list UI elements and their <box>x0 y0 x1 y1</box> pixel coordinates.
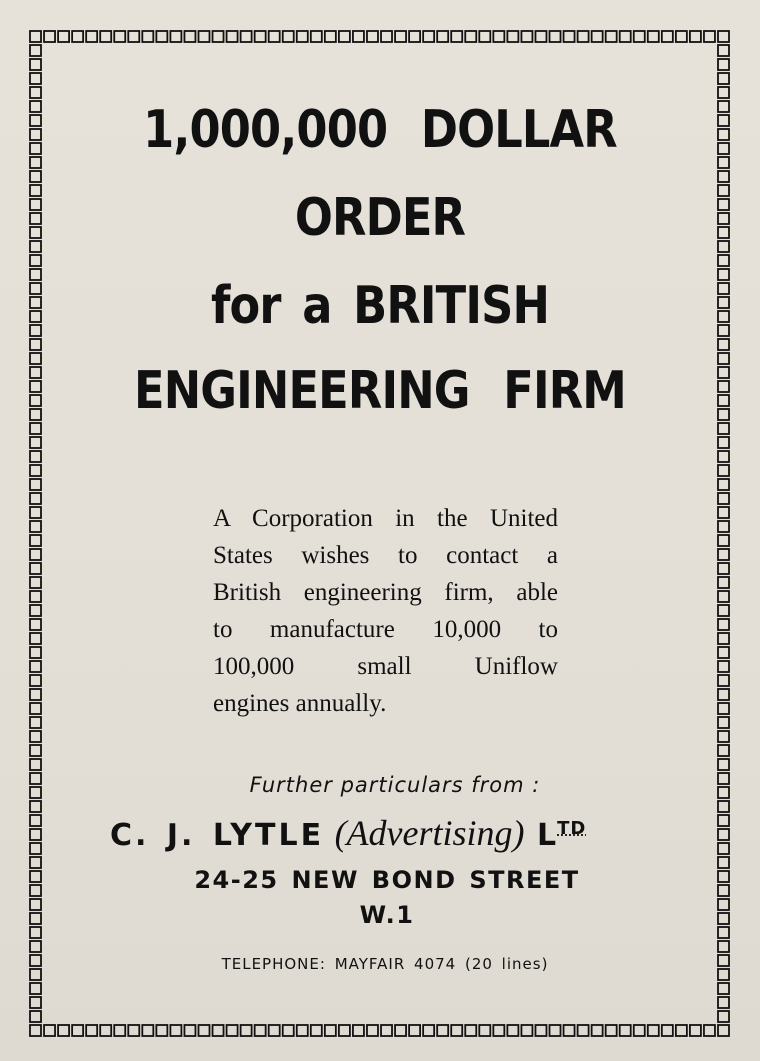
border-square <box>718 213 729 224</box>
border-square <box>44 31 55 42</box>
border-square <box>255 1025 266 1036</box>
border-square <box>718 493 729 504</box>
border-square <box>718 591 729 602</box>
border-square <box>662 31 673 42</box>
border-square <box>30 451 41 462</box>
border-square <box>128 1025 139 1036</box>
border-square <box>30 507 41 518</box>
border-square <box>718 395 729 406</box>
border-square <box>718 465 729 476</box>
border-square <box>30 241 41 252</box>
border-square <box>72 31 83 42</box>
border-square <box>30 759 41 770</box>
telephone-line: TELEPHONE: MAYFAIR 4074 (20 lines) <box>221 955 549 973</box>
border-square <box>648 31 659 42</box>
border-square <box>493 1025 504 1036</box>
border-square <box>30 703 41 714</box>
border-square <box>718 1025 729 1036</box>
border-square <box>718 759 729 770</box>
border-square <box>30 549 41 560</box>
border-square <box>465 31 476 42</box>
border-square <box>718 703 729 714</box>
border-square <box>718 535 729 546</box>
border-square <box>507 31 518 42</box>
border-square <box>30 997 41 1008</box>
border-square <box>718 255 729 266</box>
border-square <box>30 171 41 182</box>
border-square <box>30 283 41 294</box>
border-square <box>339 31 350 42</box>
body-line: to manufacture 10,000 to <box>213 616 558 643</box>
border-square <box>409 31 420 42</box>
border-square <box>718 507 729 518</box>
border-square <box>30 311 41 322</box>
border-square <box>30 745 41 756</box>
border-square <box>30 1025 41 1036</box>
border-square <box>592 1025 603 1036</box>
border-square <box>718 157 729 168</box>
border-square <box>156 31 167 42</box>
border-square <box>718 563 729 574</box>
street-address: 24-25 NEW BOND STREET <box>194 866 580 894</box>
border-square <box>311 31 322 42</box>
border-square <box>592 31 603 42</box>
border-square <box>718 241 729 252</box>
border-square <box>409 1025 420 1036</box>
border-square <box>718 689 729 700</box>
border-square <box>479 1025 490 1036</box>
body-line: British engineering firm, able <box>213 579 558 606</box>
border-square <box>718 633 729 644</box>
border-square <box>662 1025 673 1036</box>
border-square <box>718 745 729 756</box>
company-ltd-superscript: TD <box>557 818 587 839</box>
border-square <box>718 325 729 336</box>
border-square <box>30 843 41 854</box>
border-square <box>718 605 729 616</box>
border-square <box>30 199 41 210</box>
border-square <box>550 1025 561 1036</box>
border-square <box>100 31 111 42</box>
border-square <box>718 941 729 952</box>
border-square <box>114 31 125 42</box>
border-square <box>718 367 729 378</box>
border-square <box>395 1025 406 1036</box>
border-square <box>58 31 69 42</box>
company-ltd-letter: L <box>536 818 558 853</box>
border-square <box>718 199 729 210</box>
border-square <box>451 31 462 42</box>
border-square <box>690 31 701 42</box>
border-square <box>718 353 729 364</box>
border-square <box>535 31 546 42</box>
border-square <box>718 269 729 280</box>
border-square <box>718 185 729 196</box>
border-square <box>198 31 209 42</box>
border-square <box>704 1025 715 1036</box>
company-advertising: (Advertising) <box>334 813 525 853</box>
border-square <box>718 423 729 434</box>
border-square <box>718 171 729 182</box>
border-square <box>213 31 224 42</box>
border-square <box>423 1025 434 1036</box>
border-square <box>30 437 41 448</box>
border-square <box>718 31 729 42</box>
border-square <box>30 409 41 420</box>
border-square <box>30 619 41 630</box>
border-square <box>381 31 392 42</box>
border-square <box>100 1025 111 1036</box>
border-square <box>269 1025 280 1036</box>
border-square <box>30 801 41 812</box>
border-square <box>451 1025 462 1036</box>
border-square <box>718 73 729 84</box>
border-square <box>30 521 41 532</box>
border-square <box>30 269 41 280</box>
company-name: C. J. LYTLE <box>110 818 325 853</box>
border-square <box>718 381 729 392</box>
border-square <box>30 255 41 266</box>
border-square <box>718 829 729 840</box>
border-square <box>30 479 41 490</box>
border-square <box>156 1025 167 1036</box>
border-square <box>30 339 41 350</box>
border-square <box>30 661 41 672</box>
border-square <box>437 1025 448 1036</box>
border-square <box>718 675 729 686</box>
border-square <box>690 1025 701 1036</box>
border-square <box>718 815 729 826</box>
border-square <box>465 1025 476 1036</box>
border-square <box>718 661 729 672</box>
border-square <box>521 31 532 42</box>
border-square <box>30 45 41 56</box>
border-square <box>620 1025 631 1036</box>
border-square <box>423 31 434 42</box>
border-square <box>30 353 41 364</box>
border-square <box>718 479 729 490</box>
border-square <box>718 59 729 70</box>
body-line: 100,000 small Uniflow <box>213 653 558 680</box>
border-square <box>30 577 41 588</box>
border-square <box>30 941 41 952</box>
border-square <box>648 1025 659 1036</box>
border-square <box>718 731 729 742</box>
border-square <box>170 1025 181 1036</box>
border-square <box>718 451 729 462</box>
border-square <box>718 801 729 812</box>
border-square <box>30 423 41 434</box>
border-square <box>30 59 41 70</box>
border-square <box>30 213 41 224</box>
border-square <box>30 563 41 574</box>
border-square <box>325 1025 336 1036</box>
postal-district: W.1 <box>359 901 415 929</box>
border-square <box>718 1011 729 1022</box>
border-square <box>578 1025 589 1036</box>
border-square <box>493 31 504 42</box>
border-square <box>718 283 729 294</box>
border-square <box>72 1025 83 1036</box>
body-line: engines annually. <box>213 690 387 717</box>
border-square <box>30 157 41 168</box>
border-square <box>30 1011 41 1022</box>
border-square <box>30 647 41 658</box>
border-square <box>283 1025 294 1036</box>
border-square <box>620 31 631 42</box>
company-line <box>110 812 670 854</box>
border-square <box>30 605 41 616</box>
border-square <box>30 297 41 308</box>
border-square <box>58 1025 69 1036</box>
border-square <box>227 1025 238 1036</box>
border-square <box>142 31 153 42</box>
border-square <box>114 1025 125 1036</box>
border-square <box>535 1025 546 1036</box>
border-square <box>479 31 490 42</box>
border-square <box>718 115 729 126</box>
border-square <box>325 31 336 42</box>
border-square <box>718 45 729 56</box>
border-square <box>521 1025 532 1036</box>
headline-line-1: 1,000,000 DOLLAR <box>143 100 617 160</box>
border-square <box>676 1025 687 1036</box>
border-square <box>30 829 41 840</box>
border-square <box>30 115 41 126</box>
border-square <box>30 227 41 238</box>
border-square <box>718 717 729 728</box>
body-paragraph <box>213 500 558 722</box>
border-square <box>184 31 195 42</box>
border-square <box>718 437 729 448</box>
border-square <box>676 31 687 42</box>
border-square <box>718 647 729 658</box>
border-square <box>718 143 729 154</box>
border-square <box>86 31 97 42</box>
border-square <box>30 325 41 336</box>
border-square <box>578 31 589 42</box>
border-square <box>564 1025 575 1036</box>
border-square <box>44 1025 55 1036</box>
border-square <box>30 465 41 476</box>
border-square <box>30 983 41 994</box>
border-square <box>30 633 41 644</box>
border-square <box>241 1025 252 1036</box>
border-square <box>395 31 406 42</box>
border-square <box>30 675 41 686</box>
border-square <box>30 73 41 84</box>
border-square <box>507 1025 518 1036</box>
border-square <box>198 1025 209 1036</box>
border-square <box>367 31 378 42</box>
border-square <box>30 493 41 504</box>
border-square <box>283 31 294 42</box>
border-square <box>227 31 238 42</box>
border-square <box>128 31 139 42</box>
border-square <box>339 1025 350 1036</box>
border-square <box>30 101 41 112</box>
border-square <box>634 1025 645 1036</box>
headline-line-3: for a BRITISH <box>210 276 550 336</box>
border-square <box>30 87 41 98</box>
border-square <box>297 1025 308 1036</box>
border-square <box>718 983 729 994</box>
border-square <box>255 31 266 42</box>
border-square <box>718 577 729 588</box>
border-square <box>550 31 561 42</box>
border-square <box>606 1025 617 1036</box>
border-square <box>718 521 729 532</box>
border-square <box>381 1025 392 1036</box>
border-square <box>30 815 41 826</box>
border-square <box>718 997 729 1008</box>
border-square <box>241 31 252 42</box>
border-square <box>30 143 41 154</box>
border-square <box>142 1025 153 1036</box>
border-square <box>718 311 729 322</box>
border-square <box>634 31 645 42</box>
headline-line-4: ENGINEERING FIRM <box>134 361 626 421</box>
body-line: States wishes to contact a <box>213 542 558 569</box>
border-square <box>170 31 181 42</box>
border-square <box>297 31 308 42</box>
border-square <box>30 381 41 392</box>
border-square <box>86 1025 97 1036</box>
border-square <box>30 689 41 700</box>
border-square <box>718 227 729 238</box>
border-square <box>30 395 41 406</box>
border-square <box>367 1025 378 1036</box>
border-square <box>353 31 364 42</box>
border-square <box>30 129 41 140</box>
further-particulars: Further particulars from : <box>249 773 541 797</box>
border-square <box>30 367 41 378</box>
border-square <box>30 717 41 728</box>
border-square <box>353 1025 364 1036</box>
border-square <box>184 1025 195 1036</box>
border-square <box>718 87 729 98</box>
border-square <box>30 535 41 546</box>
border-square <box>606 31 617 42</box>
company-ltd <box>537 818 586 853</box>
border-square <box>718 297 729 308</box>
headline-line-2: ORDER <box>294 188 466 248</box>
border-square <box>718 339 729 350</box>
border-square <box>30 731 41 742</box>
body-line: A Corporation in the United <box>213 505 558 532</box>
border-square <box>437 31 448 42</box>
border-square <box>718 619 729 630</box>
border-square <box>30 591 41 602</box>
border-square <box>30 185 41 196</box>
border-square <box>718 549 729 560</box>
border-square <box>269 31 280 42</box>
border-square <box>564 31 575 42</box>
border-square <box>718 129 729 140</box>
border-square <box>704 31 715 42</box>
border-square <box>718 409 729 420</box>
border-square <box>213 1025 224 1036</box>
border-square <box>718 843 729 854</box>
border-square <box>30 31 41 42</box>
border-square <box>718 101 729 112</box>
border-square <box>311 1025 322 1036</box>
